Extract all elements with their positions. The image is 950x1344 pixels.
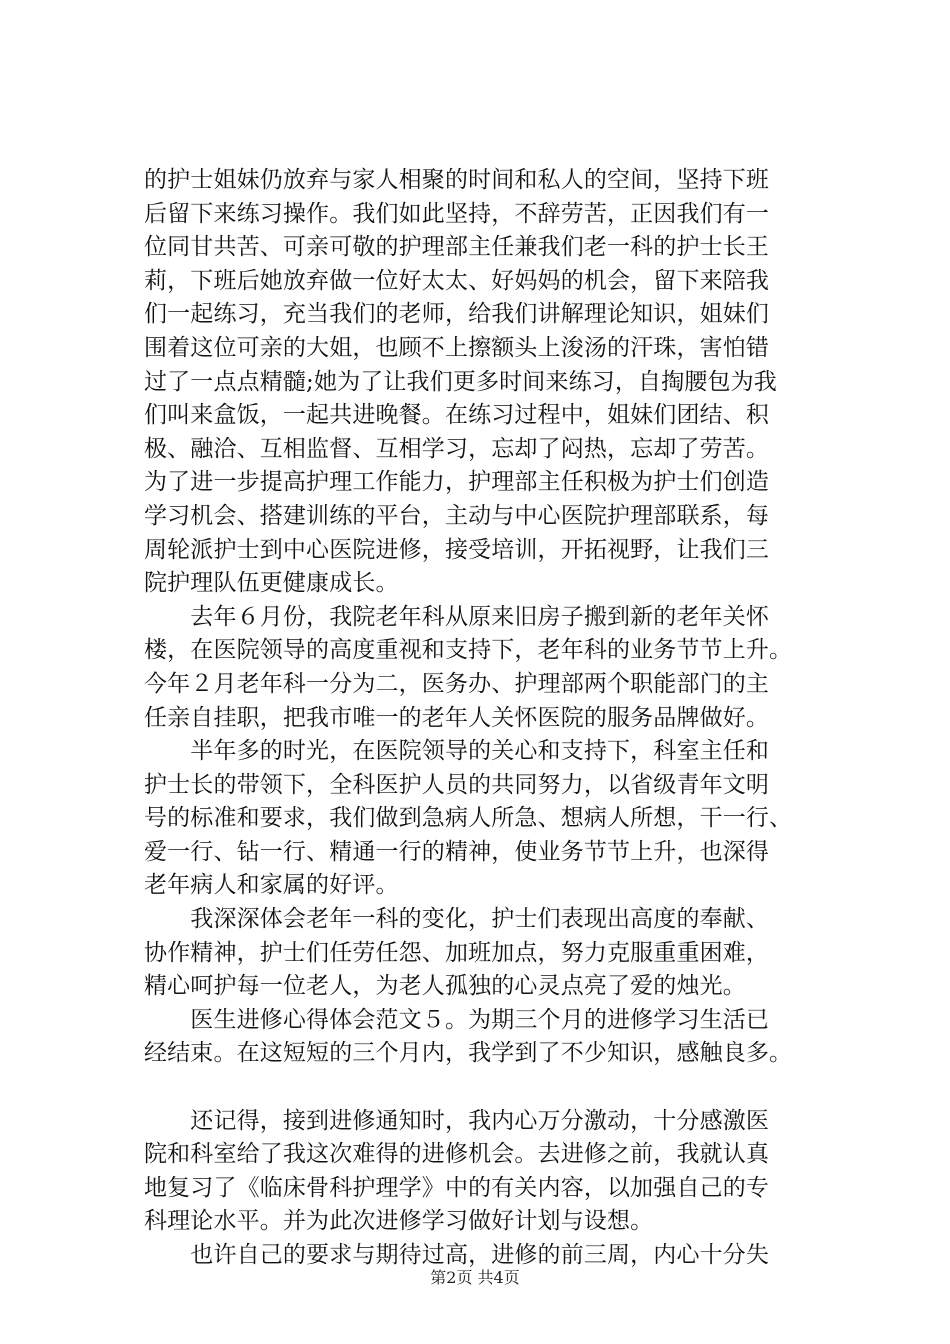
text-line: 学习机会、搭建训练的平台，主动与中心医院护理部联系，每: [144, 502, 770, 529]
text-line: 围着这位可亲的大姐，也顾不上擦额头上浚汤的汗珠，害怕错: [144, 334, 770, 361]
text-line: 为了进一步提高护理工作能力，护理部主任积极为护士们创造: [144, 469, 770, 496]
text-line: 医生进修心得体会范文５。为期三个月的进修学习生活已: [144, 1006, 770, 1033]
text-line: 的护士姐妹仍放弃与家人相聚的时间和私人的空间，坚持下班: [144, 167, 770, 193]
page-number-footer: 第2页 共4页: [430, 1268, 520, 1287]
text-line: 过了一点点精髓;她为了让我们更多时间来练习，自掏腰包为我: [144, 368, 777, 395]
document-body: [144, 164, 834, 1273]
text-line: 莉，下班后她放弃做一位好太太、好妈妈的机会，留下来陪我: [144, 267, 770, 294]
text-line: 爱一行、钻一行、精通一行的精神，使业务节节上升，也深得: [144, 838, 770, 865]
text-line: 也许自己的要求与期待过高，进修的前三周，内心十分失: [144, 1242, 770, 1268]
text-line: 位同甘共苦、可亲可敬的护理部主任兼我们老一科的护士长王: [144, 234, 770, 261]
text-line: 去年６月份，我院老年科从原来旧房子搬到新的老年关怀: [144, 603, 770, 630]
text-line: 周轮派护士到中心医院进修，接受培训，开拓视野，让我们三: [144, 536, 770, 563]
text-line: 们一起练习，充当我们的老师，给我们讲解理论知识，姐妹们: [144, 301, 770, 328]
text-line: 极、融洽、互相监督、互相学习，忘却了闷热，忘却了劳苦。: [144, 435, 770, 462]
text-line: 精心呵护每一位老人，为老人孤独的心灵点亮了爱的烛光。: [144, 973, 746, 1000]
text-line: 任亲自挂职，把我市唯一的老年人关怀医院的服务品牌做好。: [144, 704, 770, 731]
text-line: 们叫来盒饭，一起共进晚餐。在练习过程中，姐妹们团结、积: [144, 402, 770, 429]
text-line: 我深深体会老年一科的变化，护士们表现出高度的奉献、: [144, 906, 770, 933]
text-line: 还记得，接到进修通知时，我内心万分激动，十分感激医: [144, 1107, 770, 1134]
text-line: 院和科室给了我这次难得的进修机会。去进修之前，我就认真: [144, 1141, 770, 1168]
text-line: 后留下来练习操作。我们如此坚持，不辞劳苦，正因我们有一: [144, 200, 770, 227]
text-line: 护士长的带领下，全科医护人员的共同努力，以省级青年文明: [144, 771, 770, 798]
text-line: 协作精神，护士们任劳任怨、加班加点，努力克服重重困难，: [144, 939, 770, 966]
text-line: 地复习了《临床骨科护理学》中的有关内容，以加强自己的专: [144, 1174, 770, 1201]
text-line: 楼，在医院领导的高度重视和支持下，老年科的业务节节上升。: [144, 637, 793, 664]
text-line: 老年病人和家属的好评。: [144, 872, 399, 899]
text-line: 半年多的时光，在医院领导的关心和支持下，科室主任和: [144, 738, 770, 765]
text-line: 今年２月老年科一分为二，医务办、护理部两个职能部门的主: [144, 670, 770, 697]
text-line: 号的标准和要求，我们做到急病人所急、想病人所想，干一行、: [144, 805, 793, 832]
text-line: 科理论水平。并为此次进修学习做好计划与设想。: [144, 1208, 654, 1235]
text-line: 经结束。在这短短的三个月内，我学到了不少知识，感触良多。: [144, 1040, 793, 1067]
text-line: 院护理队伍更健康成长。: [144, 570, 399, 597]
blank-line: [144, 1071, 834, 1105]
